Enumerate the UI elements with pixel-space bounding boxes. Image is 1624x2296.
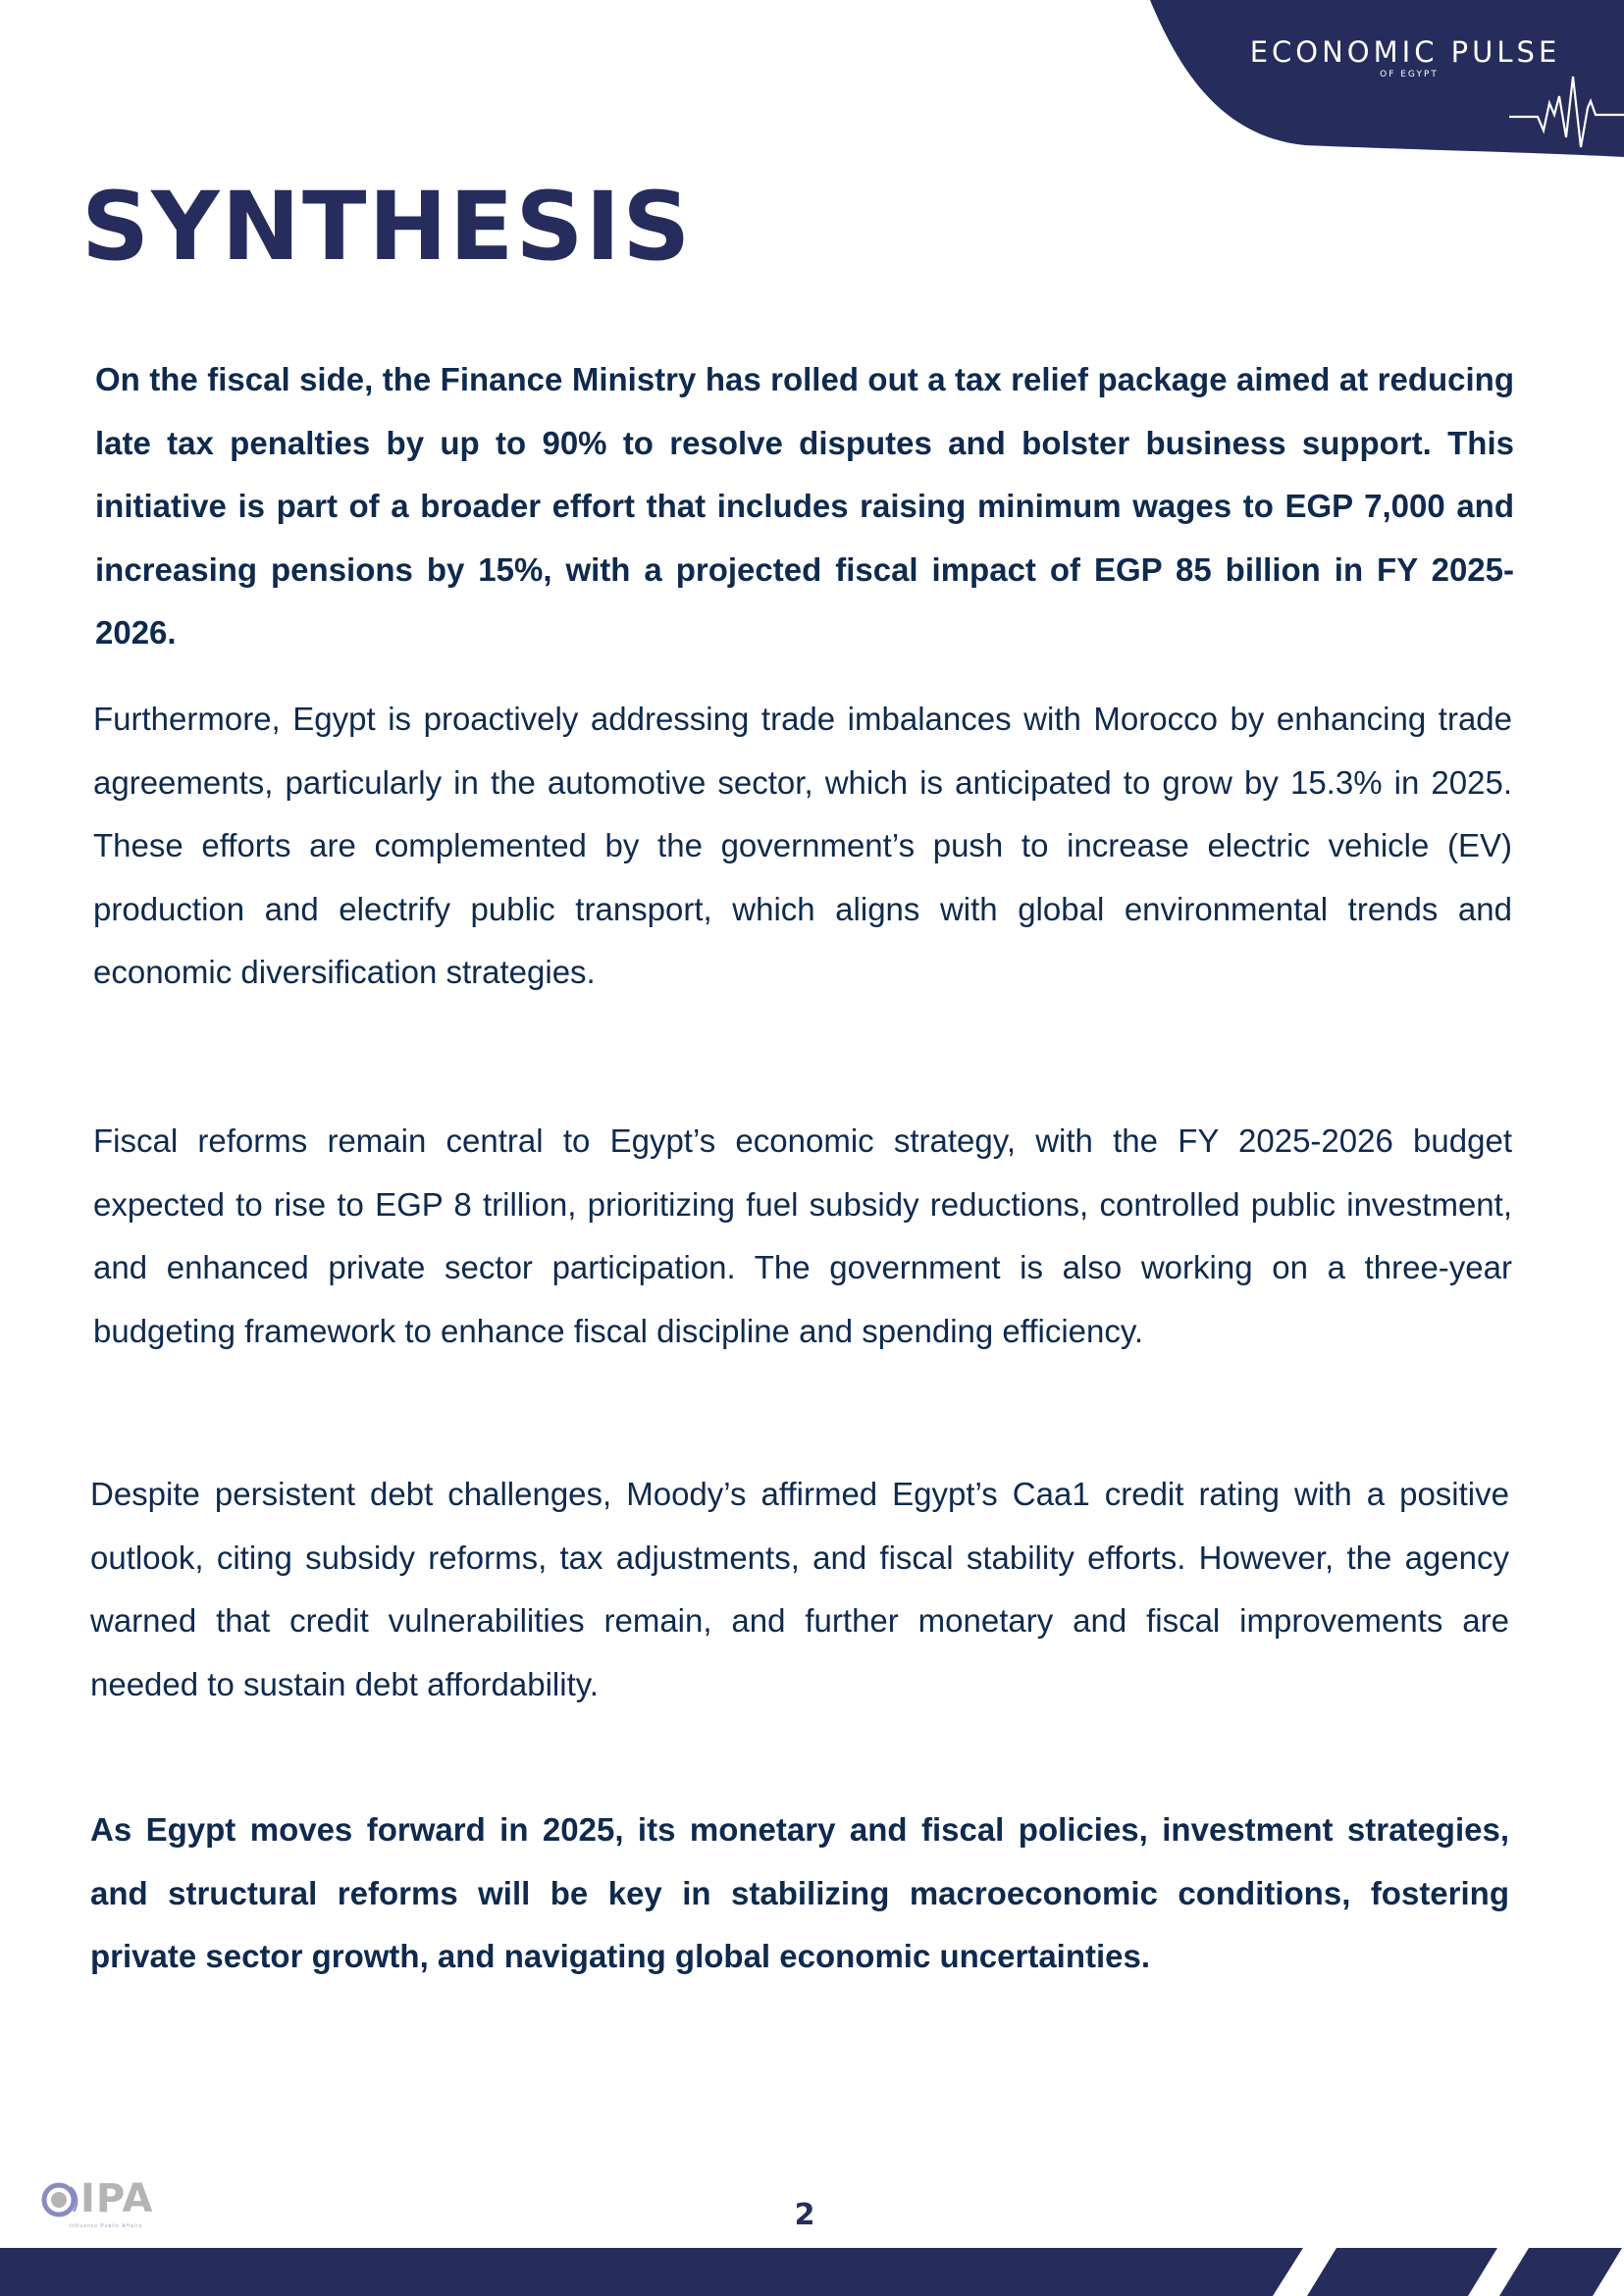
- paragraph-trade-morocco: Furthermore, Egypt is proactively addressing trade imbalances with Morocco by enhancing trade agreements, particularly in the automotive sector, which is anticipated to grow by 15.3% in 2025. These efforts are complemented by the government’s push to increase electric vehicle (EV) production and electrify public transport, which aligns with global environmental trends and economic diversification strategies.: [93, 701, 1512, 990]
- footer-bar-stripe-2: [1499, 2248, 1622, 2296]
- page-title: SYNTHESIS: [81, 172, 693, 282]
- footer-bar: [0, 2248, 1624, 2296]
- paragraph-outlook-conclusion: As Egypt moves forward in 2025, its monetary and fiscal policies, investment strategies, and structural reforms will be key in stabilizing macroeconomic conditions, fostering private sector growth, and navigating global economic uncertainties.: [90, 1811, 1509, 1974]
- paragraph-fiscal-reforms: Fiscal reforms remain central to Egypt’s economic strategy, with the FY 2025-2026 budget expected to rise to EGP 8 trillion, prioritizing fuel subsidy reductions, controlled public investment, and enhanced private sector participation. The government is also working on a three-year budgeting framework to enhance fiscal discipline and spending efficiency.: [93, 1122, 1512, 1349]
- ipa-logo: [41, 2176, 174, 2231]
- page-number: 2: [794, 2198, 815, 2232]
- brand-subtitle: OF EGYPT: [1380, 70, 1439, 79]
- ipa-logo-rings-icon: [41, 2182, 80, 2221]
- header-banner: [0, 0, 1624, 167]
- ipa-logo-text: IPA: [80, 2176, 154, 2221]
- brand-title: ECONOMIC PULSE: [1249, 35, 1561, 69]
- paragraph-fiscal-relief: On the fiscal side, the Finance Ministry has rolled out a tax relief package aimed at reducing late tax penalties by up to 90% to resolve disputes and bolster business support. This initiative is part of a broader effort that includes raising minimum wages to EGP 7,000 and increasing pensions by 15%, with a projected fiscal impact of EGP 85 billion in FY 2025-2026.: [95, 361, 1514, 651]
- footer-bar-main: [0, 2248, 1303, 2296]
- brand-block: [1238, 35, 1572, 80]
- paragraph-moodys-rating: Despite persistent debt challenges, Moody’s affirmed Egypt’s Caa1 credit rating with a positive outlook, citing subsidy reforms, tax adjustments, and fiscal stability efforts. However, the agency warned that credit vulnerabilities remain, and further monetary and fiscal improvements are needed to sustain debt affordability.: [90, 1476, 1509, 1702]
- footer-bar-stripe-1: [1307, 2248, 1497, 2296]
- ipa-logo-tagline: Influence Public Affairs: [69, 2223, 143, 2229]
